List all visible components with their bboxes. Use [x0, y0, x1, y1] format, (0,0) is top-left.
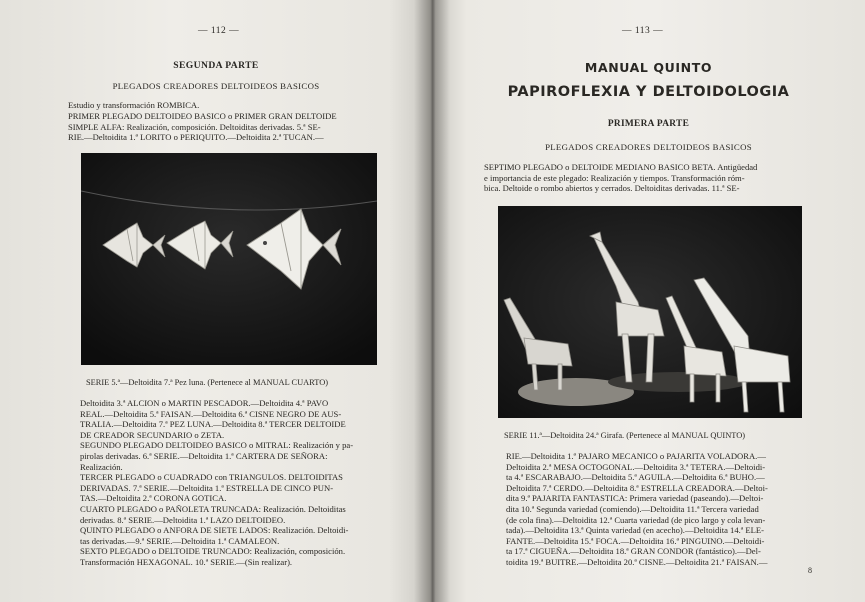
text-line: FANTE.—Deltoidita 15.ª FOCA.—Deltoidita 16.ª PINGUINO.—Deltoidi-	[506, 535, 765, 546]
text-line: SIMPLE ALFA: Realización, composición. Deltoiditas derivadas. 5.ª SE-	[68, 121, 321, 132]
text-line: Deltoidita 7.ª CERDO.—Deltoidita 8.ª ESTRELLA CREADORA.—Deltoi-	[506, 482, 768, 493]
right-part-heading: PRIMERA PARTE	[607, 119, 690, 129]
fish-origami-photo	[81, 153, 377, 365]
text-line: pirolas derivadas. 6.ª SERIE.—Deltoidita 1.ª CARTERA DE SEÑORA:	[80, 450, 328, 461]
text-line: dita 10.ª Segunda variedad (comiendo).—Deltoidita 11.ª Tercera variedad	[506, 503, 759, 514]
text-line: DERIVADAS. 7.ª SERIE.—Deltoidita 1.ª ESTRELLA DE CINCO PUN-	[80, 482, 334, 493]
right-section-heading: PLEGADOS CREADORES DELTOIDEOS BASICOS	[545, 142, 752, 152]
text-line: PRIMER PLEGADO DELTOIDEO BASICO o PRIMER GRAN DELTOIDE	[68, 111, 337, 121]
left-photo-caption: SERIE 5.ª—Deltoidita 7.ª Pez luna. (Pertenece al MANUAL CUARTO)	[86, 378, 329, 387]
right-page	[432, 0, 865, 602]
text-line: bica. Deltoide o rombo abiertos y cerrados. Deltoiditas derivadas. 11.ª SE-	[484, 183, 740, 194]
text-line: Realización.	[80, 461, 123, 472]
left-intro: Estudio y transformación ROMBICA.	[68, 100, 200, 110]
text-line: CUARTO PLEGADO o PAÑOLETA TRUNCADA: Realización. Deltoiditas	[80, 503, 346, 514]
text-line: REAL.—Deltoidita 5.ª FAISAN.—Deltoidita 6.ª CISNE NEGRO DE AUS-	[80, 408, 342, 419]
text-line: ta 17.ª CIGUEÑA.—Deltoidita 18.ª GRAN CONDOR (fantástico).—Del-	[506, 546, 761, 557]
text-line: TRALIA.—Deltoidita 7.ª PEZ LUNA.—Deltoidita 8.ª TERCER DELTOIDE	[80, 419, 346, 430]
left-page	[0, 0, 432, 602]
text-line: (de cola fina).—Deltoidita 12.ª Cuarta variedad (de pico largo y cola levan-	[506, 514, 766, 525]
giraffe-origami-figures	[498, 206, 802, 418]
left-body	[80, 398, 398, 568]
left-first-paragraph	[68, 111, 398, 143]
text-line: tada).—Deltoidita 13.ª Quinta variedad (en acecho).—Deltoidita 14.ª ELE-	[506, 525, 764, 536]
text-line: SEXTO PLEGADO o DELTOIDE TRUNCADO: Realización, composición.	[80, 546, 346, 557]
right-page-number: — 113 —	[622, 26, 664, 36]
right-body	[506, 451, 818, 568]
manual-title: MANUAL QUINTO	[584, 60, 713, 75]
text-line: ta 4.ª ESCARABAJO.—Deltoidita 5.ª AGUILA.—Deltoidita 6.ª BUHO.—	[506, 472, 765, 483]
text-line: TERCER PLEGADO o CUADRADO con TRIANGULOS. DELTOIDITAS	[80, 472, 343, 483]
text-line: dita 9.ª PAJARITA FANTASTICA: Primera variedad (paseando).—Deltoi-	[506, 493, 764, 504]
fish-origami-figures	[81, 153, 377, 365]
giraffe-origami-photo	[498, 206, 802, 418]
text-line: derivadas. 8.ª SERIE.—Deltoidita 1.ª LAZO DELTOIDEO.	[80, 514, 286, 525]
text-line: TAS.—Deltoidita 2.ª CORONA GOTICA.	[80, 493, 227, 504]
text-line: RIE.—Deltoidita 1.ª LORITO o PERIQUITO.—Deltoidita 2.ª TUCAN.—	[68, 132, 324, 143]
text-line: SEPTIMO PLEGADO o DELTOIDE MEDIANO BASICO BETA. Antigüedad	[484, 162, 758, 172]
text-line: Transformación HEXAGONAL. 10.ª SERIE.—(Sin realizar).	[80, 556, 293, 567]
text-line: QUINTO PLEGADO o ANFORA DE SIETE LADOS: Realización. Deltoidi-	[80, 525, 349, 536]
text-line: Deltoidita 3.ª ALCION o MARTIN PESCADOR.—Deltoidita 4.ª PAVO	[80, 398, 329, 408]
signature-mark: 8	[808, 566, 812, 575]
text-line: e importancia de este plegado: Realización y tiempos. Transformación róm-	[484, 172, 745, 183]
right-first-paragraph	[484, 162, 812, 194]
main-title: PAPIROFLEXIA Y DELTOIDOLOGIA	[507, 84, 790, 100]
book-gutter-shadow	[414, 0, 450, 602]
text-line: Deltoidita 2.ª MESA OCTOGONAL.—Deltoidita 3.ª TETERA.—Deltoidi-	[506, 461, 766, 472]
text-line: DE CREADOR SECUNDARIO o ZETA.	[80, 429, 225, 440]
left-part-heading: SEGUNDA PARTE	[173, 60, 259, 71]
text-line: tas derivadas.—9.ª SERIE.—Deltoidita 1.ª CAMALEON.	[80, 535, 280, 546]
text-line: toidita 19.ª BUITRE.—Deltoidita 20.ª CISNE.—Deltoidita 21.ª FAISAN.—	[506, 556, 768, 567]
left-page-number: — 112 —	[198, 26, 240, 36]
left-section-heading: PLEGADOS CREADORES DELTOIDEOS BASICOS	[112, 81, 320, 91]
text-line: RIE.—Deltoidita 1.ª PAJARO MECANICO o PAJARITA VOLADORA.—	[506, 451, 766, 461]
text-line: SEGUNDO PLEGADO DELTOIDEO BASICO o MITRAL: Realización y pa-	[80, 440, 354, 451]
right-photo-caption: SERIE 11.ª—Deltoidita 24.ª Girafa. (Pertenece al MANUAL QUINTO)	[504, 431, 746, 440]
